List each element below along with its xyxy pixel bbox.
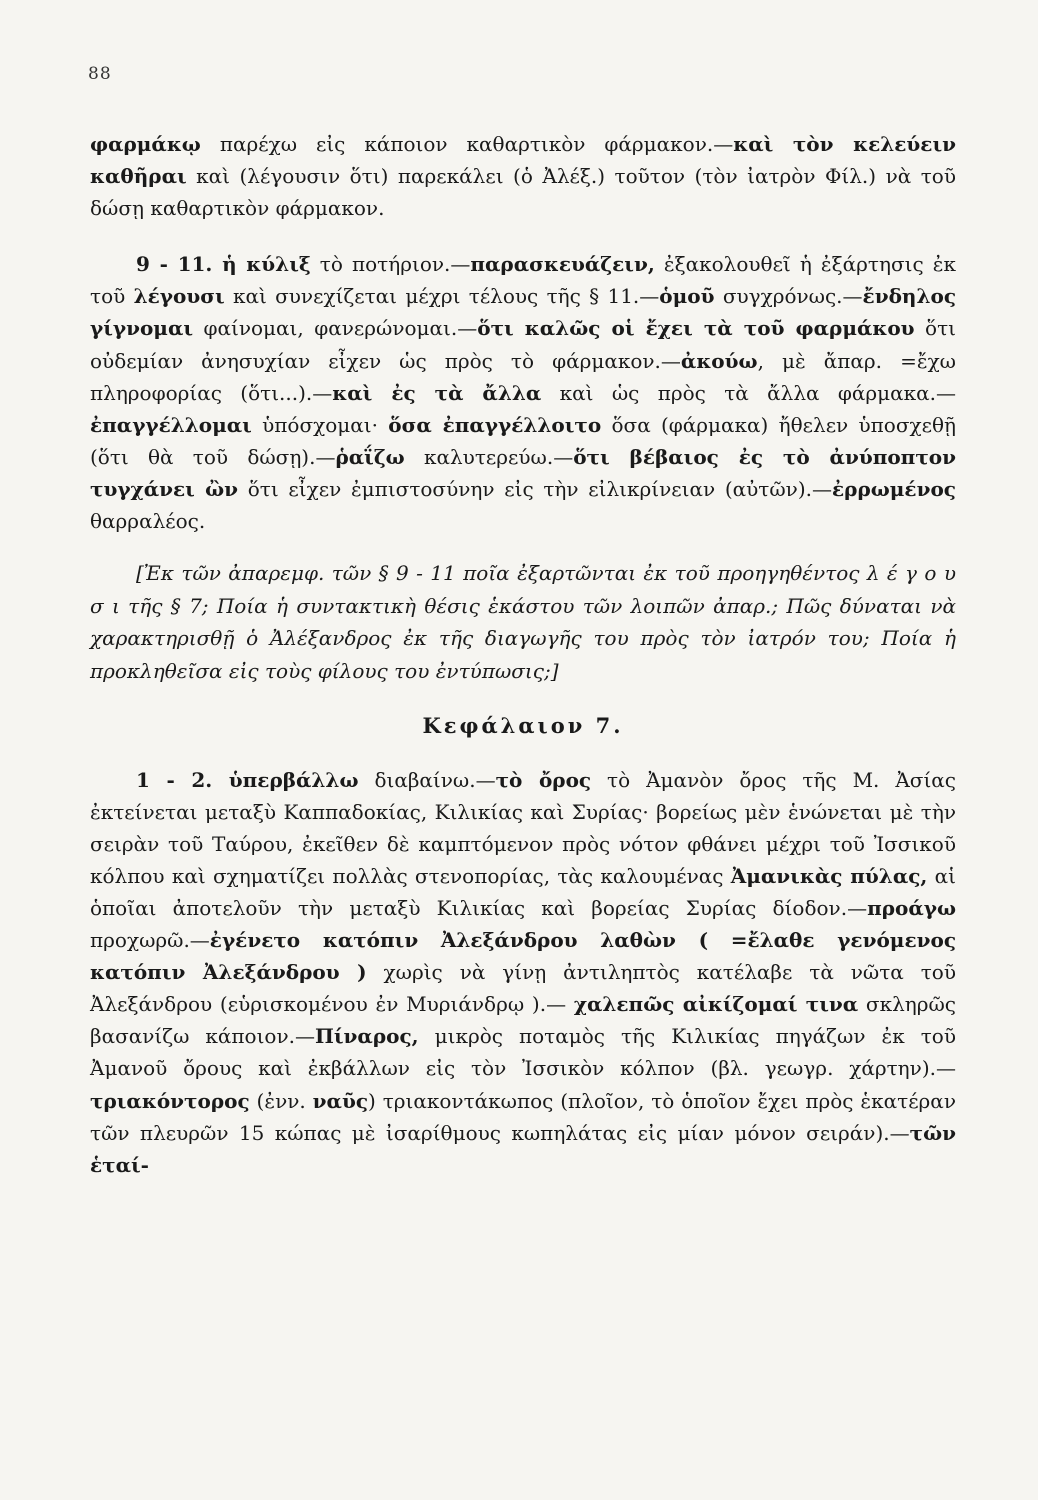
gloss-text: ὅτι εἶχεν ἐμπιστοσύνην εἰς τὴν εἰλικρίνειαν (αὐτῶν).—: [238, 476, 832, 501]
bold-lemma: χαλεπῶς αἰκίζομαί τινα: [573, 992, 859, 1017]
gloss-text: , μὲ ἄπαρ. =ἔχω πληροφορίας (ὅτι...).—: [90, 348, 956, 405]
bold-lemma: καὶ τὸν κελεύειν καθῆραι: [90, 132, 956, 189]
bold-lemma: 1 - 2. ὑπερβάλλω: [136, 767, 359, 792]
bold-lemma: προάγω: [867, 895, 956, 920]
paragraph-1: [90, 128, 956, 224]
bold-lemma: 9 - 11. ἡ κύλιξ: [136, 252, 311, 277]
bold-lemma: Ἀμανικὰς πύλας,: [730, 863, 928, 888]
bold-lemma: ἐγένετο κατόπιν Ἀλεξάνδρου λαθὼν ( =ἔλαθε γενόμενος κατόπιν Ἀλεξάνδρου ): [90, 928, 956, 985]
gloss-text: τὸ Ἀμανὸν ὄρος τῆς Μ. Ἀσίας ἐκτείνεται μεταξὺ Καππαδοκίας, Κιλικίας καὶ Συρίας· βορείως μὲν ἑνώνεται μὲ τὴν σειρὰν τοῦ Ταύρου, ἐκεῖθεν δὲ καμπτόμενον πρὸς νότον φθάνει μέχρι τοῦ Ἰσσικοῦ κόλπου καὶ σχηματίζει πολλὰς στενοπορίας, τὰς καλουμένας: [90, 767, 956, 888]
bold-lemma: τριακόντορος: [90, 1088, 250, 1113]
gloss-text: σκληρῶς βασανίζω κάποιον.—: [90, 992, 957, 1049]
gloss-text: ἐξακολουθεῖ ἡ ἐξάρτησις ἐκ τοῦ: [90, 252, 956, 309]
gloss-text: ὅσα (φάρμακα) ἤθελεν ὑποσχεθῇ (ὅτι θὰ τοῦ δώσῃ).—: [90, 412, 956, 469]
gloss-text: φαίνομαι, φανερώνομαι.—: [193, 316, 478, 341]
gloss-text: τὸ ποτήριον.—: [310, 252, 471, 277]
gloss-text: καὶ συνεχίζεται μέχρι τέλους τῆς § 11.—: [224, 284, 660, 309]
gloss-text: προχωρῶ.—: [90, 928, 210, 953]
bold-lemma: ἀκούω: [680, 348, 758, 373]
gloss-text: αἱ ὁποῖαι ἀποτελοῦν τὴν μεταξὺ Κιλικίας καὶ βορείας Συρίας δίοδον.—: [90, 863, 956, 920]
bold-lemma: ὁμοῦ: [659, 284, 715, 309]
text-block: [90, 128, 956, 1181]
bold-lemma: ῥαΐζω: [335, 444, 405, 469]
bold-lemma: τὸ ὄρος: [495, 767, 592, 792]
chapter-heading: Κεφάλαιον 7.: [422, 712, 624, 738]
paragraph-3: [90, 764, 956, 1181]
page-number: 88: [88, 64, 112, 84]
bold-lemma: καὶ ἐς τὰ ἄλλα: [332, 380, 542, 405]
gloss-text: ὅτι οὐδεμίαν ἀνησυχίαν εἶχεν ὡς πρὸς τὸ φάρμακον.—: [90, 316, 956, 373]
bold-lemma: τῶν ἑταί-: [90, 1120, 956, 1177]
bold-lemma: φαρμάκῳ: [90, 132, 201, 156]
paragraph-gap: [90, 224, 956, 248]
bold-lemma: ἔνδηλος γίγνομαι: [90, 284, 957, 341]
gloss-text: χωρὶς νὰ γίνῃ ἀντιληπτὸς κατέλαβε τὰ νῶτα τοῦ Ἀλεξάνδρου (εὑρισκομένου ἐν Μυριάνδρῳ ).—: [90, 960, 956, 1017]
bold-lemma: ὅτι βέβαιος ἐς τὸ ἀνύποπτον τυγχάνει ὢν: [90, 444, 956, 501]
question-note: [Ἐκ τῶν ἀπαρεμφ. τῶν § 9 - 11 ποῖα ἐξαρτῶνται ἐκ τοῦ προηγηθέντος λ έ γ ο υ σ ι τῆς § 7; Ποία ἡ συντακτικὴ θέσις ἑκάστου τῶν λοιπῶν ἀπαρ.; Πῶς δύναται νὰ χαρακτηρισθῇ ὁ Ἀλέξανδρος ἐκ τῆς διαγωγῆς του πρὸς τὸν ἰατρόν του; Ποία ἡ προκληθεῖσα εἰς τοὺς φίλους του ἐντύπωσις;]: [90, 561, 956, 683]
bold-lemma: λέγουσι: [133, 284, 225, 309]
paragraph-2: [90, 248, 956, 537]
gloss-text: καὶ (λέγουσιν ὅτι) παρεκάλει (ὁ Ἀλέξ.) τοῦτον (τὸν ἰατρὸν Φίλ.) νὰ τοῦ δώσῃ καθαρτικὸν φάρμακον.: [90, 164, 956, 221]
gloss-text: ) τριακοντάκωπος (πλοῖον, τὸ ὁποῖον ἔχει πρὸς ἑκατέραν τῶν πλευρῶν 15 κώπας μὲ ἰσαρίθμους κωπηλάτας εἰς μίαν μόνον σειράν).—: [90, 1088, 956, 1145]
bold-lemma: παρασκευάζειν,: [470, 252, 655, 277]
gloss-text: μικρὸς ποταμὸς τῆς Κιλικίας πηγάζων ἐκ τοῦ Ἀμανοῦ ὄρους καὶ ἐκβάλλων εἰς τὸν Ἰσσικὸν κόλπον (βλ. γεωγρ. χάρτην).—: [90, 1024, 956, 1081]
bold-lemma: Πίναρος,: [314, 1024, 419, 1049]
gloss-text: θαρραλέος.: [90, 509, 206, 534]
gloss-text: διαβαίνω.—: [358, 767, 496, 792]
gloss-text: παρέχω εἰς κάποιον καθαρτικὸν φάρμακον.—: [200, 132, 734, 156]
gloss-text: καλυτερεύω.—: [404, 444, 574, 469]
bold-lemma: ἐπαγγέλλομαι: [90, 412, 252, 437]
gloss-text: συγχρόνως.—: [714, 284, 863, 309]
bold-lemma: ναῦς: [312, 1088, 368, 1113]
bold-lemma: ὅσα ἐπαγγέλλοιτο: [388, 412, 602, 437]
gloss-text: (ἐνν.: [249, 1088, 313, 1113]
gloss-text: καὶ ὡς πρὸς τὰ ἄλλα φάρμακα.—: [541, 380, 956, 405]
gloss-text: ὑπόσχομαι·: [251, 412, 389, 437]
bold-lemma: ἐρρωμένος: [831, 476, 956, 501]
bold-lemma: ὅτι καλῶς οἱ ἔχει τὰ τοῦ φαρμάκου: [477, 316, 915, 341]
